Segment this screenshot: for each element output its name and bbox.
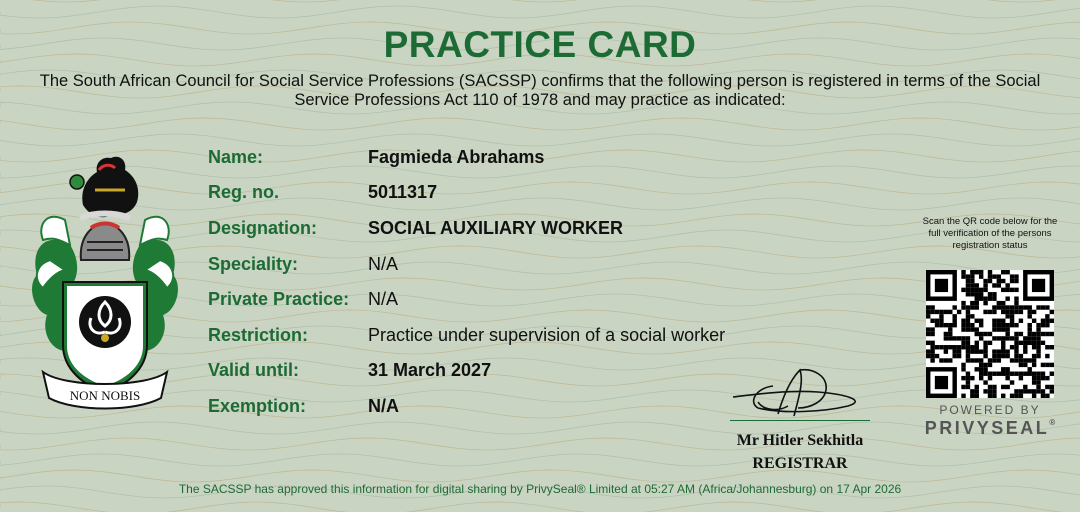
field-label: Speciality: <box>208 254 299 274</box>
registrar-title: REGISTRAR <box>752 455 848 472</box>
powered-by-label: POWERED BY <box>939 403 1041 417</box>
field-label: Name: <box>208 147 264 167</box>
field-value: 31 March 2027 <box>368 360 492 380</box>
field-value: N/A <box>368 289 399 309</box>
sacssp-crest-logo <box>25 150 185 410</box>
field-value: 5011317 <box>368 182 438 202</box>
field-label: Exemption: <box>208 396 307 416</box>
crest-motto: NON NOBIS <box>69 388 141 403</box>
verification-qr-code[interactable] <box>926 270 1054 398</box>
privyseal-brand: PRIVYSEAL <box>924 418 1050 438</box>
card-subtitle: The South African Council for Social Service Professions (SACSSP) confirms that the following person is registered in terms of the Social Service Professions Act 110 of 1978 and may practice as indicated: <box>39 72 1041 109</box>
field-value: Fagmieda Abrahams <box>368 147 545 167</box>
card-title: PRACTICE CARD <box>383 24 697 65</box>
sharing-approval-footer: The SACSSP has approved this information for digital sharing by PrivySeal® Limited at 05:27 AM (Africa/Johannesburg) on 17 Apr 2026 <box>178 482 902 496</box>
registered-mark: ® <box>1049 418 1056 427</box>
field-value: N/A <box>368 396 399 416</box>
registrar-name: Mr Hitler Sekhitla <box>736 432 864 449</box>
field-label: Reg. no. <box>208 182 279 202</box>
field-label: Designation: <box>208 218 318 238</box>
field-value: SOCIAL AUXILIARY WORKER <box>368 218 624 238</box>
signature-line <box>730 420 870 421</box>
registrar-signature <box>728 362 873 422</box>
field-value: N/A <box>368 254 399 274</box>
field-label: Valid until: <box>208 360 300 380</box>
field-label: Restriction: <box>208 325 309 345</box>
field-value: Practice under supervision of a social worker <box>368 325 726 345</box>
field-label: Private Practice: <box>208 289 350 309</box>
qr-instruction: Scan the QR code below for the full verification of the persons registration status <box>922 216 1058 251</box>
privyseal-logo <box>920 418 1060 439</box>
